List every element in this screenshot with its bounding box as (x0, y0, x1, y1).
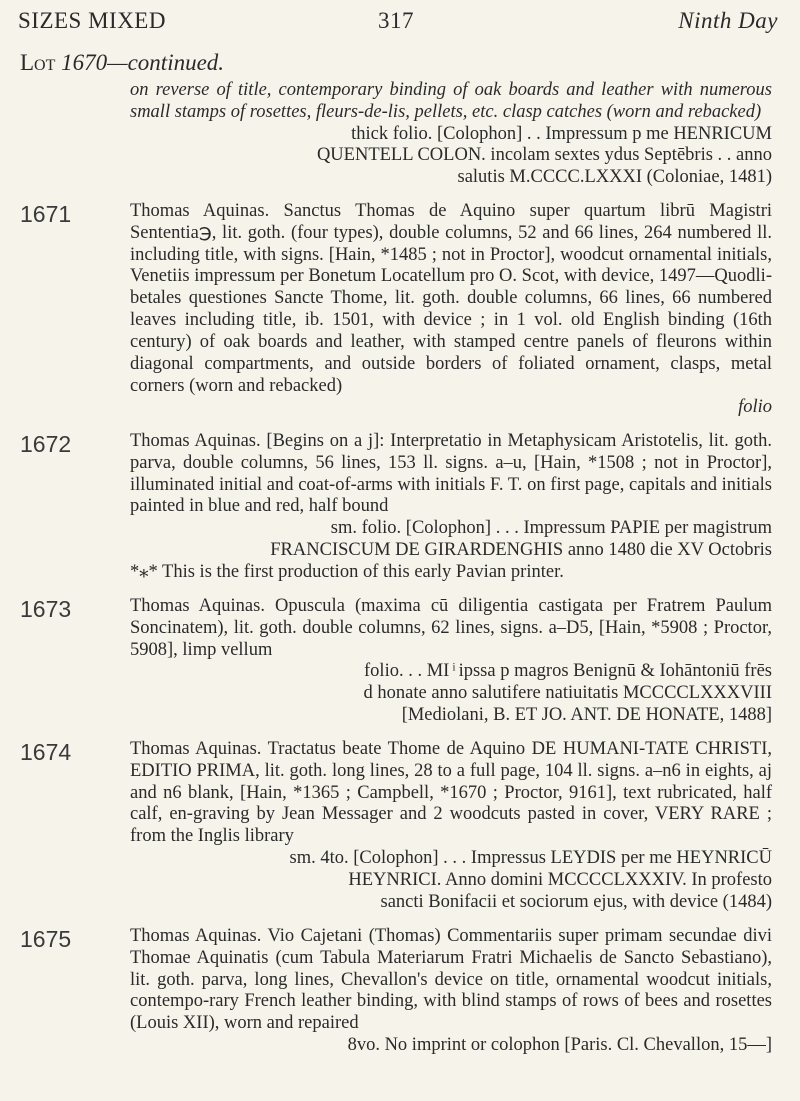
lot-colophon-1: sm. 4to. [Colophon] . . . Impressus LEYDIS per me HEYNRICŪ (289, 848, 772, 869)
lot-description: Thomas Aquinas. [Begins on a j]: Interpretatio in Metaphysicam Aristotelis, lit. goth. parva, double columns, 56 lines, 153 ll. signs. a–u, [Hain, *1508 ; not in Proctor], illuminated initial and coat-of-arms with initials F. T. on first page, capitals and initials painted in blue and red, half bound (130, 431, 772, 517)
lot-colophon-2: d honate anno salutifere natiuitatis MCCCCLXXXVIII (363, 683, 772, 704)
lot-number: 1671 (20, 201, 72, 227)
lot-number: 1675 (20, 926, 72, 952)
lot-heading-text: 1670—continued. (61, 50, 225, 75)
lot-colophon-2: FRANCISCUM DE GIRARDENGHIS anno 1480 die XV Octobris (270, 540, 772, 561)
lot-heading-prefix: Lot (20, 50, 62, 75)
lot-number: 1672 (20, 431, 72, 457)
lot-description: Thomas Aquinas. Vio Cajetani (Thomas) Commentariis super primam secundae divi Thomae Aquinatis (cum Tabula Materiarum Fratri Michaelis de Sancto Sebastiano), lit. goth. parva, long lines, Chevallon's device on title, ornamental woodcut initials, contempo-rary French leather binding, with blind stamps of rows of bees and rosettes (Louis XII), worn and repaired (130, 926, 772, 1034)
lot-colophon-1: sm. folio. [Colophon] . . . Impressum PAPIE per magistrum (330, 518, 772, 539)
lot-colophon-1: folio. . . MI ͥ ipssa p magros Benignū & Iohāntoniū frēs (364, 661, 772, 682)
header-day: Ninth Day (678, 8, 778, 33)
lot-number: 1673 (20, 596, 72, 622)
lot-colophon-2: HEYNRICI. Anno domini MCCCCLXXXIV. In profesto (348, 869, 772, 890)
continuation-body: on reverse of title, contemporary binding of oak boards and leather with numerous small stamps of rosettes, fleurs-de-lis, pellets, etc. clasp catches (worn and rebacked) (130, 80, 772, 122)
lot-colophon-3: [Mediolani, B. ET JO. ANT. DE HONATE, 1488] (401, 705, 772, 726)
running-header (18, 8, 778, 38)
lot-heading (20, 50, 224, 76)
lot-description: Thomas Aquinas. Tractatus beate Thome de Aquino DE HUMANI-TATE CHRISTI, EDITIO PRIMA, lit. goth. long lines, 28 to a full page, 104 ll. signs. a–n6 in eights, aj and n6 blank, [Hain, *1365 ; Campbell, *1670 ; Proctor, 9161], text rubricated, half calf, en-graving by Jean Messager and 2 woodcuts pasted in cover, VERY RARE ; from the Inglis library (130, 739, 772, 847)
lot-colophon-1: 8vo. No imprint or colophon [Paris. Cl. Chevallon, 15—] (347, 1035, 772, 1056)
page-number: 317 (378, 8, 414, 33)
continuation-footer-1: thick folio. [Colophon] . . Impressum p me HENRICUM (351, 123, 772, 144)
lot-note: *⁎* This is the first production of this early Pavian printer. (130, 561, 564, 582)
continuation-footer-2: QUENTELL COLON. incolam sextes ydus Septēbris . . anno (316, 145, 772, 166)
header-section-title: SIZES MIXED (18, 8, 166, 33)
lot-description: Thomas Aquinas. Sanctus Thomas de Aquino super quartum librū Magistri Sententia℈, lit. goth. (four types), double columns, 52 and 66 lines, 264 numbered ll. including title, with signs. [Hain, *1485 ; not in Proctor], woodcut ornamental initials, Venetiis impressum per Bonetum Locatellum pro O. Scot, with device, 1497—Quodli-betales questiones Sancte Thome, lit. goth. double columns, 66 lines, 66 numbered leaves including title, ib. 1501, with device ; in 1 vol. old English binding (16th century) of oak boards and leather, with stamped centre panels of fleurons within diagonal compartments, and outside borders of foliated ornament, clasps, metal corners (worn and rebacked) (130, 201, 772, 396)
lot-colophon-3: sancti Bonifacii et sociorum ejus, with device (1484) (380, 891, 772, 912)
continuation-footer-3: salutis M.CCCC.LXXXI (Coloniae, 1481) (457, 167, 772, 188)
lot-description: Thomas Aquinas. Opuscula (maxima cū diligentia castigata per Fratrem Paulum Soncinatem), lit. goth. double columns, 62 lines, signs. a–D5, [Hain, *5908 ; Proctor, 5908], limp vellum (130, 596, 772, 660)
lot-number: 1674 (20, 739, 72, 765)
lot-format: folio (738, 397, 772, 418)
